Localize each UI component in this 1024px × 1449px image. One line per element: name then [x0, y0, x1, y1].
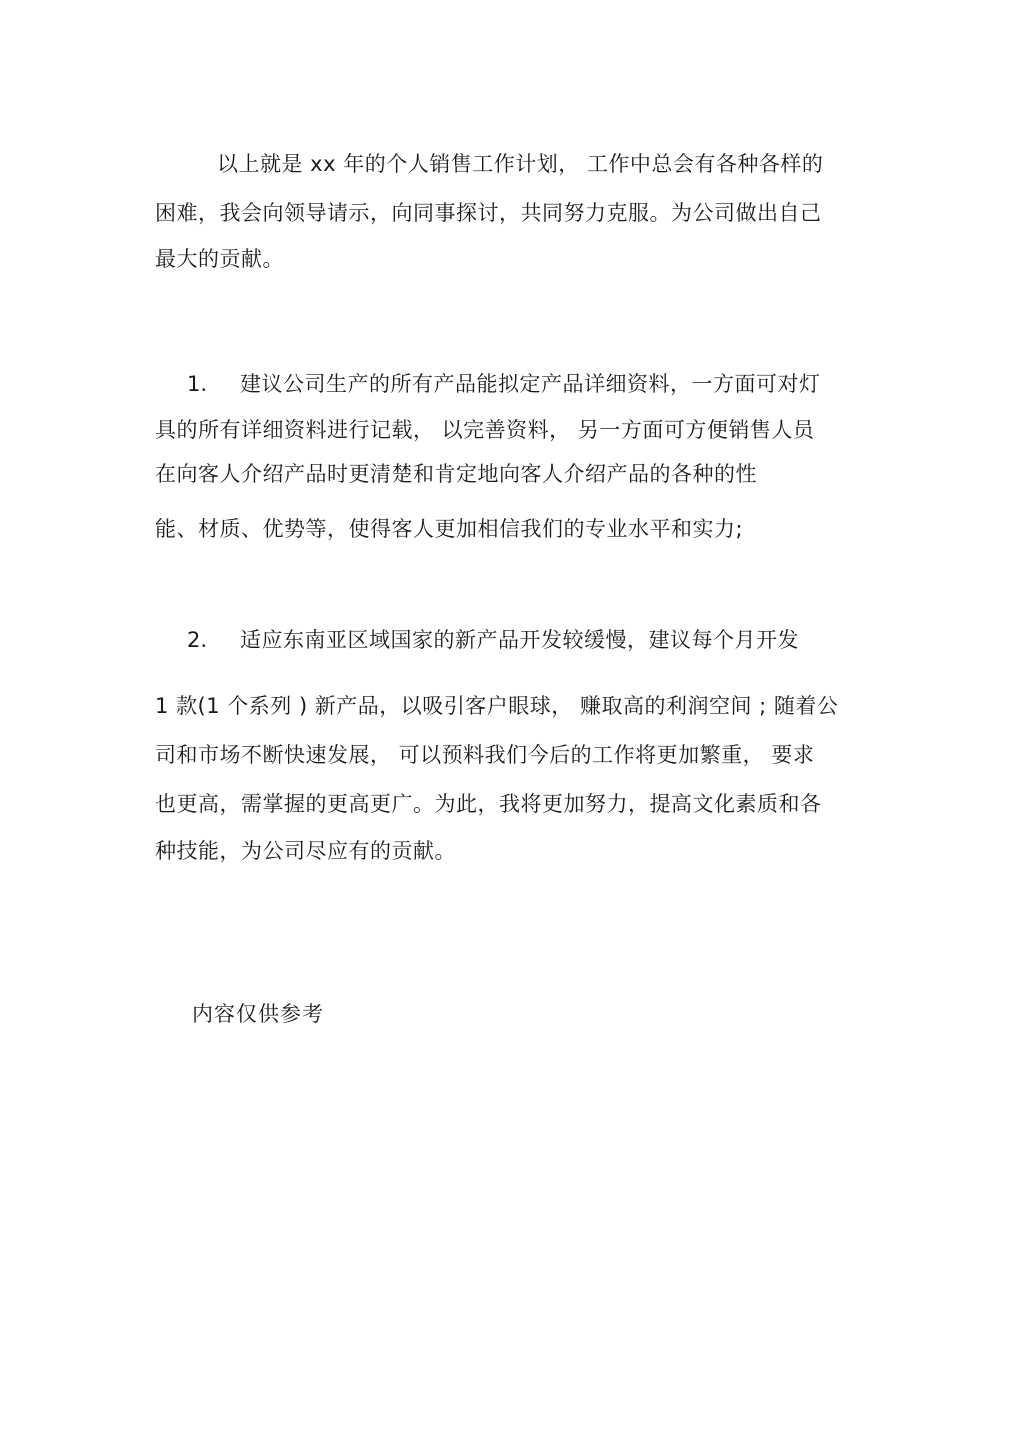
text-line: 司和市场不断快速发展， 可以预料我们今后的工作将更加繁重， 要求 — [155, 743, 815, 767]
list-item-number: 2. — [187, 628, 208, 652]
text-line: 在向客人介绍产品时更清楚和肯定地向客人介绍产品的各种的性 — [155, 462, 757, 486]
text-line: 以上就是 xx 年的个人销售工作计划， 工作中总会有各种各样的 — [217, 152, 824, 176]
text-line: 具的所有详细资料进行记载， 以完善资料， 另一方面可方便销售人员 — [155, 418, 815, 442]
text-line: 建议公司生产的所有产品能拟定产品详细资料，一方面可对灯 — [240, 372, 821, 396]
text-line: 能、材质、优势等，使得客人更加相信我们的专业水平和实力; — [155, 517, 744, 541]
text-line: 1 款(1 个系列 ) 新产品，以吸引客户眼球， 赚取高的利润空间 ; 随着公 — [155, 694, 839, 718]
footer-note: 内容仅供参考 — [192, 1002, 324, 1026]
list-item-number: 1. — [187, 372, 208, 396]
text-line: 种技能，为公司尽应有的贡献。 — [155, 839, 456, 863]
text-line: 也更高，需掌握的更高更广。为此，我将更加努力，提高文化素质和各 — [155, 792, 822, 816]
text-line: 最大的贡献。 — [155, 247, 284, 271]
text-line: 适应东南亚区域国家的新产品开发较缓慢，建议每个月开发 — [240, 628, 799, 652]
text-line: 困难，我会向领导请示，向同事探讨，共同努力克服。为公司做出自己 — [155, 201, 822, 225]
